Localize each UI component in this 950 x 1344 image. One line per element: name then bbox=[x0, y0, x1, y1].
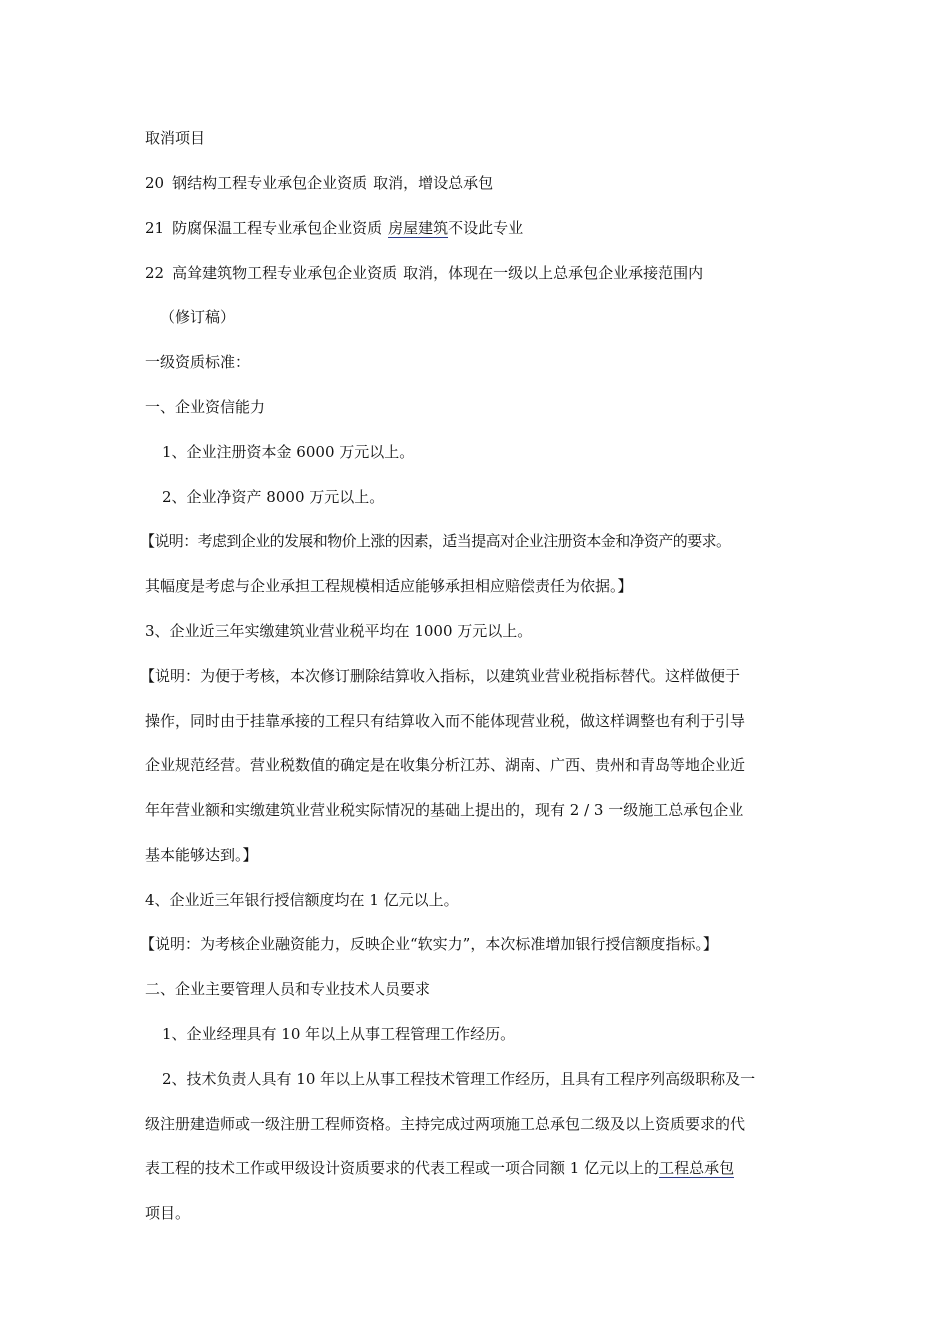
section1-item2: 2、企业净资产 8000 万元以上。 bbox=[162, 488, 385, 506]
item-title: 高耸建筑物工程专业承包企业资质 bbox=[172, 264, 398, 282]
section2-item2-line4: 项目。 bbox=[145, 1204, 191, 1222]
section2-item2-line3 bbox=[145, 1158, 815, 1178]
cancelled-item-22 bbox=[145, 263, 815, 283]
section1-item3: 3、企业近三年实缴建筑业营业税平均在 1000 万元以上。 bbox=[145, 622, 533, 640]
section1-note2-line2: 操作，同时由于挂靠承接的工程只有结算收入而不能体现营业税，做这样调整也有利于引导 bbox=[145, 712, 746, 730]
cancelled-item-21 bbox=[145, 218, 815, 238]
section1-item1: 1、企业注册资本金 6000 万元以上。 bbox=[162, 443, 415, 461]
item-number: 20 bbox=[145, 174, 165, 192]
section1-note1-line2: 其幅度是考虑与企业承担工程规模相适应能够承担相应赔偿责任为依据。】 bbox=[145, 577, 633, 595]
item-note: 取消，增设总承包 bbox=[373, 174, 494, 192]
item-title: 钢结构工程专业承包企业资质 bbox=[172, 174, 368, 192]
item-number: 21 bbox=[145, 219, 165, 237]
link-house-building[interactable]: 房屋建筑 bbox=[388, 219, 449, 237]
section2-item1: 1、企业经理具有 10 年以上从事工程管理工作经历。 bbox=[162, 1025, 516, 1043]
section1-item4: 4、企业近三年银行授信额度均在 1 亿元以上。 bbox=[145, 891, 459, 909]
item-note: 取消，体现在一级以上总承包企业承接范围内 bbox=[403, 264, 704, 282]
section2-title: 二、企业主要管理人员和专业技术人员要求 bbox=[145, 980, 431, 998]
revision-tag: （修订稿） bbox=[160, 308, 236, 326]
cancelled-heading: 取消项目 bbox=[145, 129, 206, 147]
section1-note3: 【说明：为考核企业融资能力，反映企业“软实力”，本次标准增加银行授信额度指标。】 bbox=[140, 935, 718, 953]
section1-note2-line4: 年年营业额和实缴建筑业营业税实际情况的基础上提出的，现有 2 / 3 一级施工总承包企业 bbox=[145, 801, 744, 819]
link-general-contracting[interactable]: 工程总承包 bbox=[659, 1159, 735, 1177]
section2-item2-line1: 2、技术负责人具有 10 年以上从事工程技术管理工作经历，且具有工程序列高级职称及一 bbox=[162, 1070, 756, 1088]
section2-item2-line2: 级注册建造师或一级注册工程师资格。主持完成过两项施工总承包二级及以上资质要求的代 bbox=[145, 1115, 746, 1133]
cancelled-item-20 bbox=[145, 173, 815, 193]
section1-title: 一、企业资信能力 bbox=[145, 398, 266, 416]
standard-title: 一级资质标准： bbox=[145, 353, 251, 371]
section2-item2-line3-text: 表工程的技术工作或甲级设计资质要求的代表工程或一项合同额 1 亿元以上的 bbox=[145, 1159, 660, 1177]
section1-note2-line1: 【说明：为便于考核，本次修订删除结算收入指标，以建筑业营业税指标替代。这样做便于 bbox=[140, 667, 741, 685]
section1-note1-line1: 【说明：考虑到企业的发展和物价上涨的因素，适当提高对企业注册资本金和净资产的要求。 bbox=[140, 532, 731, 550]
item-number: 22 bbox=[145, 264, 165, 282]
section1-note2-line5: 基本能够达到。】 bbox=[145, 846, 258, 864]
item-title: 防腐保温工程专业承包企业资质 bbox=[172, 219, 383, 237]
section1-note2-line3: 企业规范经营。营业税数值的确定是在收集分析江苏、湖南、广西、贵州和青岛等地企业近 bbox=[145, 756, 746, 774]
item-note: 不设此专业 bbox=[448, 219, 524, 237]
